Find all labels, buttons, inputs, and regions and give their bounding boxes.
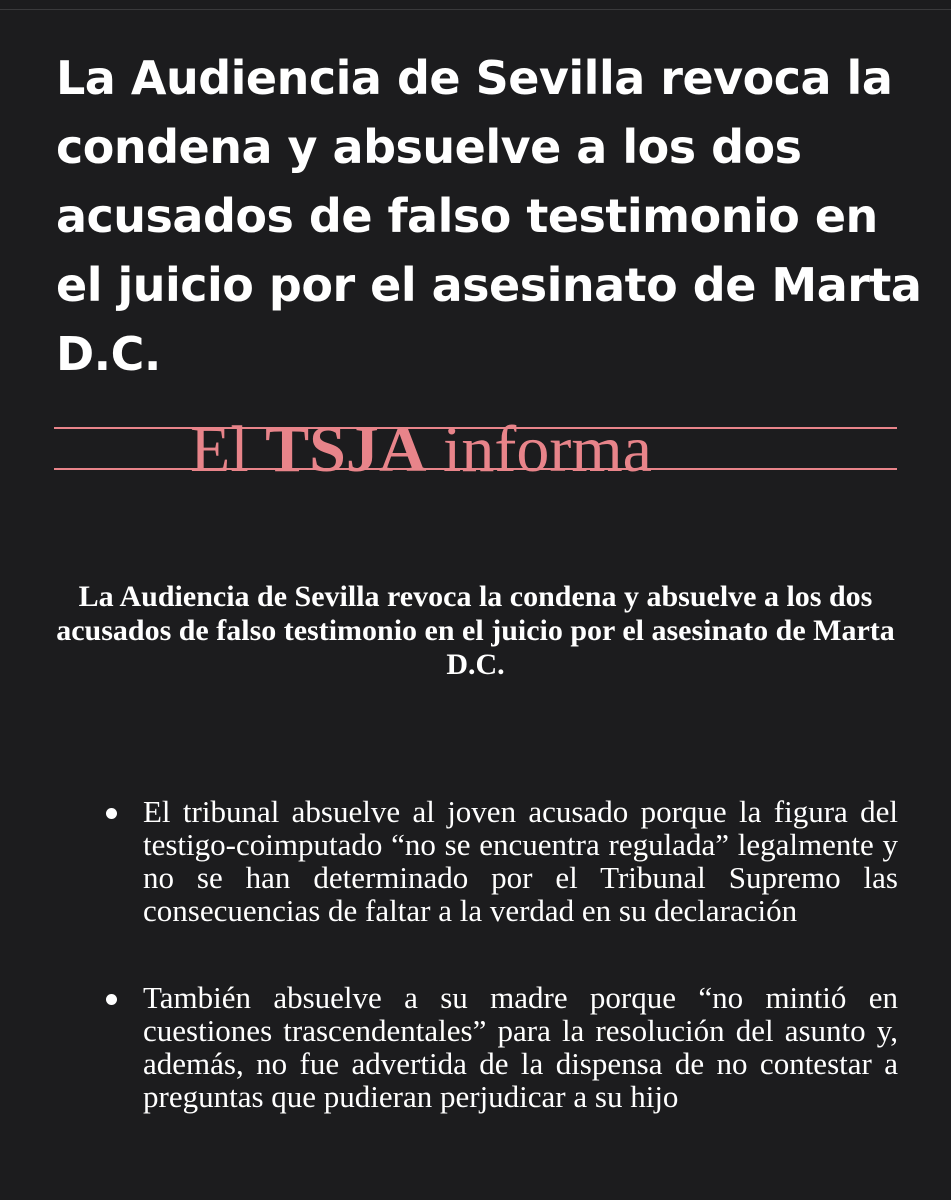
bullet-text: También absuelve a su madre porque “no mintió en cuestiones trascendentales” para la resolución del asunto y, además, no fue advertida de la dispensa de no contestar a preguntas que pudieran perjudicar a su hijo	[143, 980, 898, 1114]
summary-bullet-list	[0, 795, 951, 1167]
headline: La Audiencia de Sevilla revoca la condena y absuelve a los dos acusados de falso testimonio en el juicio por el asesinato de Marta D.C.	[56, 51, 922, 381]
press-release-title: La Audiencia de Sevilla revoca la condena y absuelve a los dos acusados de falso testimonio en el juicio por el asesinato de Marta D.C.	[56, 580, 895, 681]
bullet-icon	[106, 994, 117, 1005]
top-divider	[0, 9, 951, 10]
banner-word-tsja: TSJA	[265, 413, 427, 486]
banner-masthead	[190, 410, 652, 490]
tsja-banner	[54, 400, 897, 496]
bullet-icon	[106, 808, 117, 819]
banner-word-informa: informa	[443, 413, 652, 486]
list-item	[0, 795, 951, 927]
bullet-text: El tribunal absuelve al joven acusado porque la figura del testigo-coimputado “no se encuentra regulada” legalmente y no se han determinado por el Tribunal Supremo las consecuencias de faltar a la verdad en su declaración	[143, 794, 898, 928]
list-item	[0, 981, 951, 1113]
banner-word-el: El	[190, 413, 249, 486]
